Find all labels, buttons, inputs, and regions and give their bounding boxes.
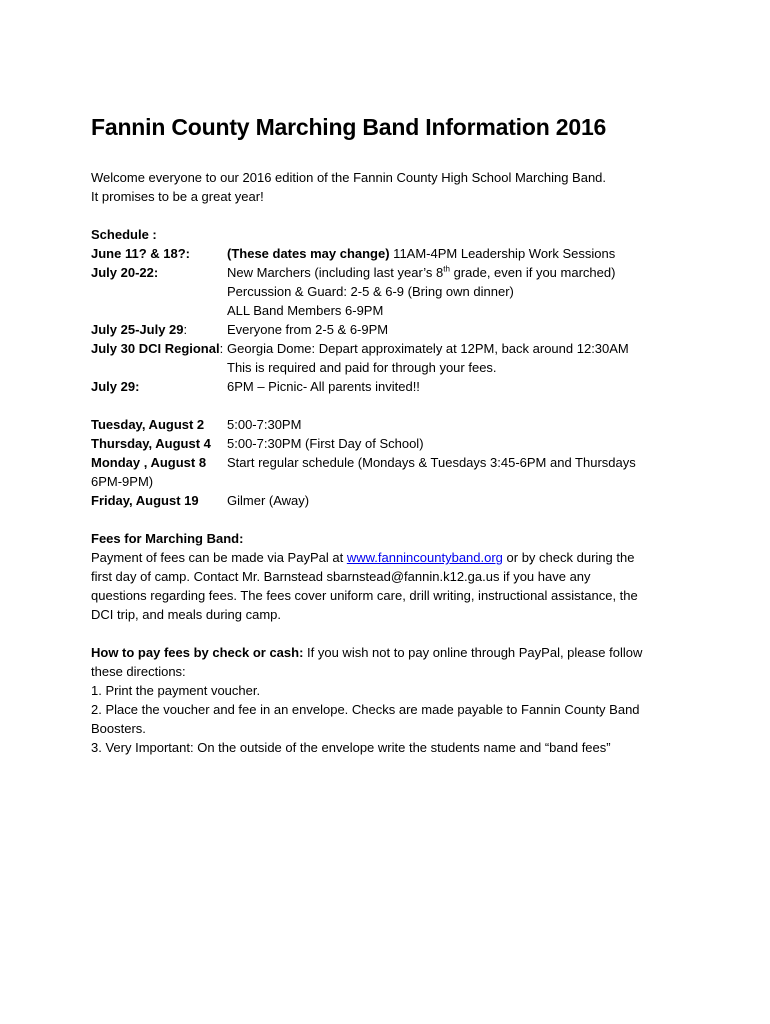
- fees-line-1-text: Payment of fees can be made via PayPal at: [91, 550, 347, 565]
- june-sessions: 11AM-4PM Leadership Work Sessions: [389, 246, 616, 261]
- pay-line-1: [91, 643, 642, 662]
- schedule-value-aug-4: 5:00-7:30PM (First Day of School): [227, 436, 424, 451]
- intro-line-2: It promises to be a great year!: [91, 189, 264, 204]
- fees-line-2: first day of camp. Contact Mr. Barnstead sbarnstead@fannin.k12.ga.us if you have any: [91, 569, 591, 584]
- schedule-value-picnic: 6PM – Picnic- All parents invited!!: [227, 379, 420, 394]
- pay-step-1: 1. Print the payment voucher.: [91, 683, 261, 698]
- schedule-value-aug-2: 5:00-7:30PM: [227, 417, 302, 432]
- schedule-label-june: June 11? & 18?:: [91, 246, 190, 261]
- schedule-label-aug-19: Friday, August 19: [91, 493, 199, 508]
- intro-line-1: Welcome everyone to our 2016 edition of the Fannin County High School Marching Band.: [91, 170, 607, 185]
- schedule-heading: Schedule :: [91, 227, 157, 242]
- schedule-value-june: [227, 244, 615, 263]
- july-30-colon: :: [219, 341, 224, 356]
- new-marchers-text: New Marchers (including last year’s 8: [227, 265, 444, 280]
- schedule-value-aug-8-wrap: 6PM-9PM): [91, 474, 154, 489]
- pay-line-2: these directions:: [91, 664, 186, 679]
- schedule-label-july-25-29: [91, 320, 187, 339]
- fees-line-3: questions regarding fees. The fees cover uniform care, drill writing, instructional assistance, the: [91, 588, 638, 603]
- schedule-label-july-20-22: July 20-22:: [91, 265, 159, 280]
- ordinal-suffix: th: [443, 264, 450, 274]
- band-website-link[interactable]: www.fannincountyband.org: [346, 550, 503, 565]
- schedule-label-aug-2: Tuesday, August 2: [91, 417, 205, 432]
- new-marchers-text-end: grade, even if you marched): [449, 265, 616, 280]
- schedule-label-july-30: [91, 339, 223, 358]
- schedule-value-july-25-29: Everyone from 2-5 & 6-9PM: [227, 322, 389, 337]
- fees-line-1: [91, 548, 634, 567]
- schedule-label-aug-4: Thursday, August 4: [91, 436, 211, 451]
- schedule-label-aug-8: Monday , August 8: [91, 455, 207, 470]
- schedule-value-all-band: ALL Band Members 6-9PM: [227, 303, 384, 318]
- pay-line-1-text: If you wish not to pay online through PayPal, please follow: [303, 645, 643, 660]
- pay-step-3: 3. Very Important: On the outside of the envelope write the students name and “band fees”: [91, 740, 611, 755]
- schedule-value-aug-8: Start regular schedule (Mondays & Tuesdays 3:45-6PM and Thursdays: [227, 455, 636, 470]
- date-change-note: (These dates may change): [227, 246, 390, 261]
- july-25-29-colon: :: [183, 322, 188, 337]
- july-25-29-label-text: July 25-July 29: [91, 322, 184, 337]
- fees-line-1-end: or by check during the: [502, 550, 635, 565]
- july-30-label-text: July 30 DCI Regional: [91, 341, 220, 356]
- pay-step-2: 2. Place the voucher and fee in an envelope. Checks are made payable to Fannin County Band: [91, 702, 640, 717]
- schedule-value-new-marchers: [227, 263, 615, 282]
- schedule-value-aug-19: Gilmer (Away): [227, 493, 310, 508]
- fees-line-4: DCI trip, and meals during camp.: [91, 607, 282, 622]
- pay-heading: How to pay fees by check or cash:: [91, 645, 304, 660]
- page-title: Fannin County Marching Band Information 2016: [91, 114, 607, 140]
- fees-heading: Fees for Marching Band:: [91, 531, 244, 546]
- pay-step-2-wrap: Boosters.: [91, 721, 146, 736]
- schedule-label-july-29: July 29:: [91, 379, 140, 394]
- schedule-value-georgia-dome: Georgia Dome: Depart approximately at 12PM, back around 12:30AM: [227, 341, 629, 356]
- schedule-value-percussion: Percussion & Guard: 2-5 & 6-9 (Bring own dinner): [227, 284, 514, 299]
- schedule-value-required-note: This is required and paid for through your fees.: [227, 360, 497, 375]
